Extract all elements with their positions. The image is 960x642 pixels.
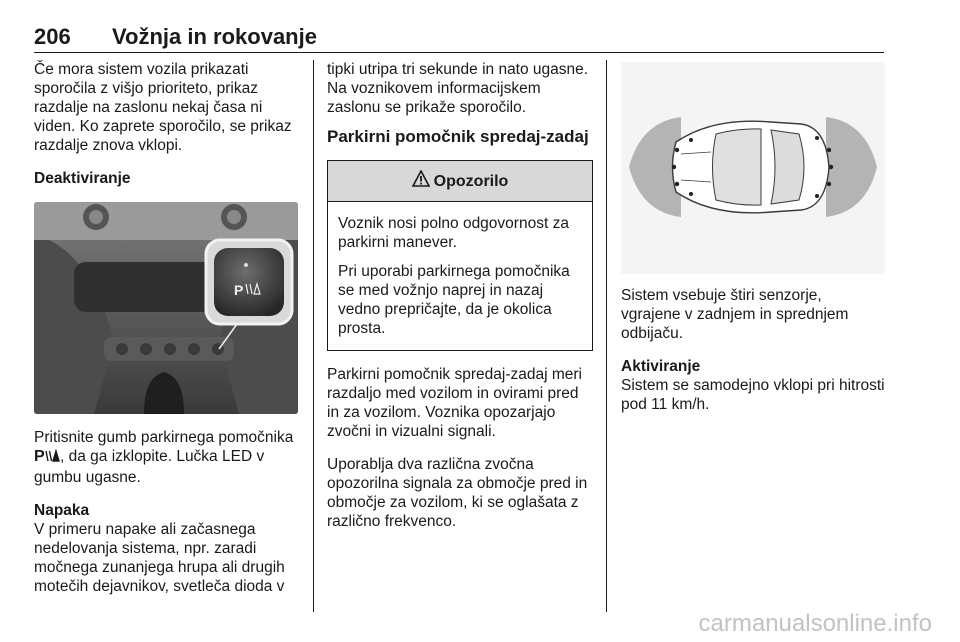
- warning-paragraph-2: Pri uporabi parkirnega pomočnika se med vožnjo naprej in nazaj vedno prepričajte, da je okolica prosta.: [338, 263, 570, 337]
- description-paragraph-1: Parkirni pomočnik spredaj-zadaj meri razdaljo med vozilom in ovirami pred in za vozilom. Voznika opozarjajo zvočni in vizualni signali.: [327, 366, 582, 440]
- intro-paragraph: Če mora sistem vozila prikazati sporočila z višjo prioriteto, prikaz razdalje na zaslonu nekaj časa ni viden. Ko zaprete sporočilo, se prikaz razdalje znova vklopi.: [34, 61, 292, 154]
- column-1: [34, 60, 302, 610]
- column-divider: [313, 60, 314, 612]
- page-number: 206: [34, 24, 71, 49]
- sensor-coverage-illustration: [621, 62, 885, 274]
- description-paragraph-2: Uporablja dva različna zvočna opozorilna signala za območje pred in območje za vozilom, ki se oglašata z različno frekvenco.: [327, 456, 588, 530]
- parking-assist-icon: [34, 447, 60, 468]
- warning-box: [327, 160, 593, 351]
- section-heading: Parkirni pomočnik spredaj-zadaj: [327, 127, 589, 146]
- column-3: [621, 60, 885, 428]
- continuation-paragraph: tipki utripa tri sekunde in nato ugasne. Na voznikovem informacijskem zaslonu se prikaže sporočilo.: [327, 61, 589, 116]
- warning-icon: [412, 170, 430, 192]
- warning-header: [328, 161, 592, 202]
- deactivation-heading: Deaktiviranje: [34, 170, 131, 187]
- warning-body: [328, 202, 592, 350]
- svg-text:P: P: [34, 448, 45, 463]
- svg-text:P: P: [234, 282, 244, 298]
- sensors-paragraph: Sistem vsebuje štiri senzorje, vgrajene v zadnjem in sprednjem odbijaču.: [621, 287, 849, 342]
- fault-heading: Napaka: [34, 502, 90, 519]
- warning-paragraph-1: Voznik nosi polno odgovornost za parkirni manever.: [338, 215, 569, 251]
- parking-button-photo: [34, 202, 298, 414]
- watermark: carmanualsonline.info: [698, 610, 932, 637]
- deactivation-paragraph: Pritisnite gumb parkirnega pomočnika P , da ga izklopite. Lučka LED v gumbu ugasne.: [34, 429, 294, 486]
- fault-paragraph: V primeru napake ali začasnega nedelovanja sistema, npr. zaradi močnega zunanjega hrupa ali drugih motečih dejavnikov, svetleča dioda v: [34, 521, 285, 595]
- page-title: Vožnja in rokovanje: [112, 24, 317, 49]
- warning-title: Opozorilo: [433, 172, 509, 190]
- page-header: [34, 22, 884, 53]
- activation-paragraph: Sistem se samodejno vklopi pri hitrosti pod 11 km/h.: [621, 377, 885, 413]
- activation-heading: Aktiviranje: [621, 358, 701, 375]
- column-2: [327, 60, 593, 545]
- column-divider: [606, 60, 607, 612]
